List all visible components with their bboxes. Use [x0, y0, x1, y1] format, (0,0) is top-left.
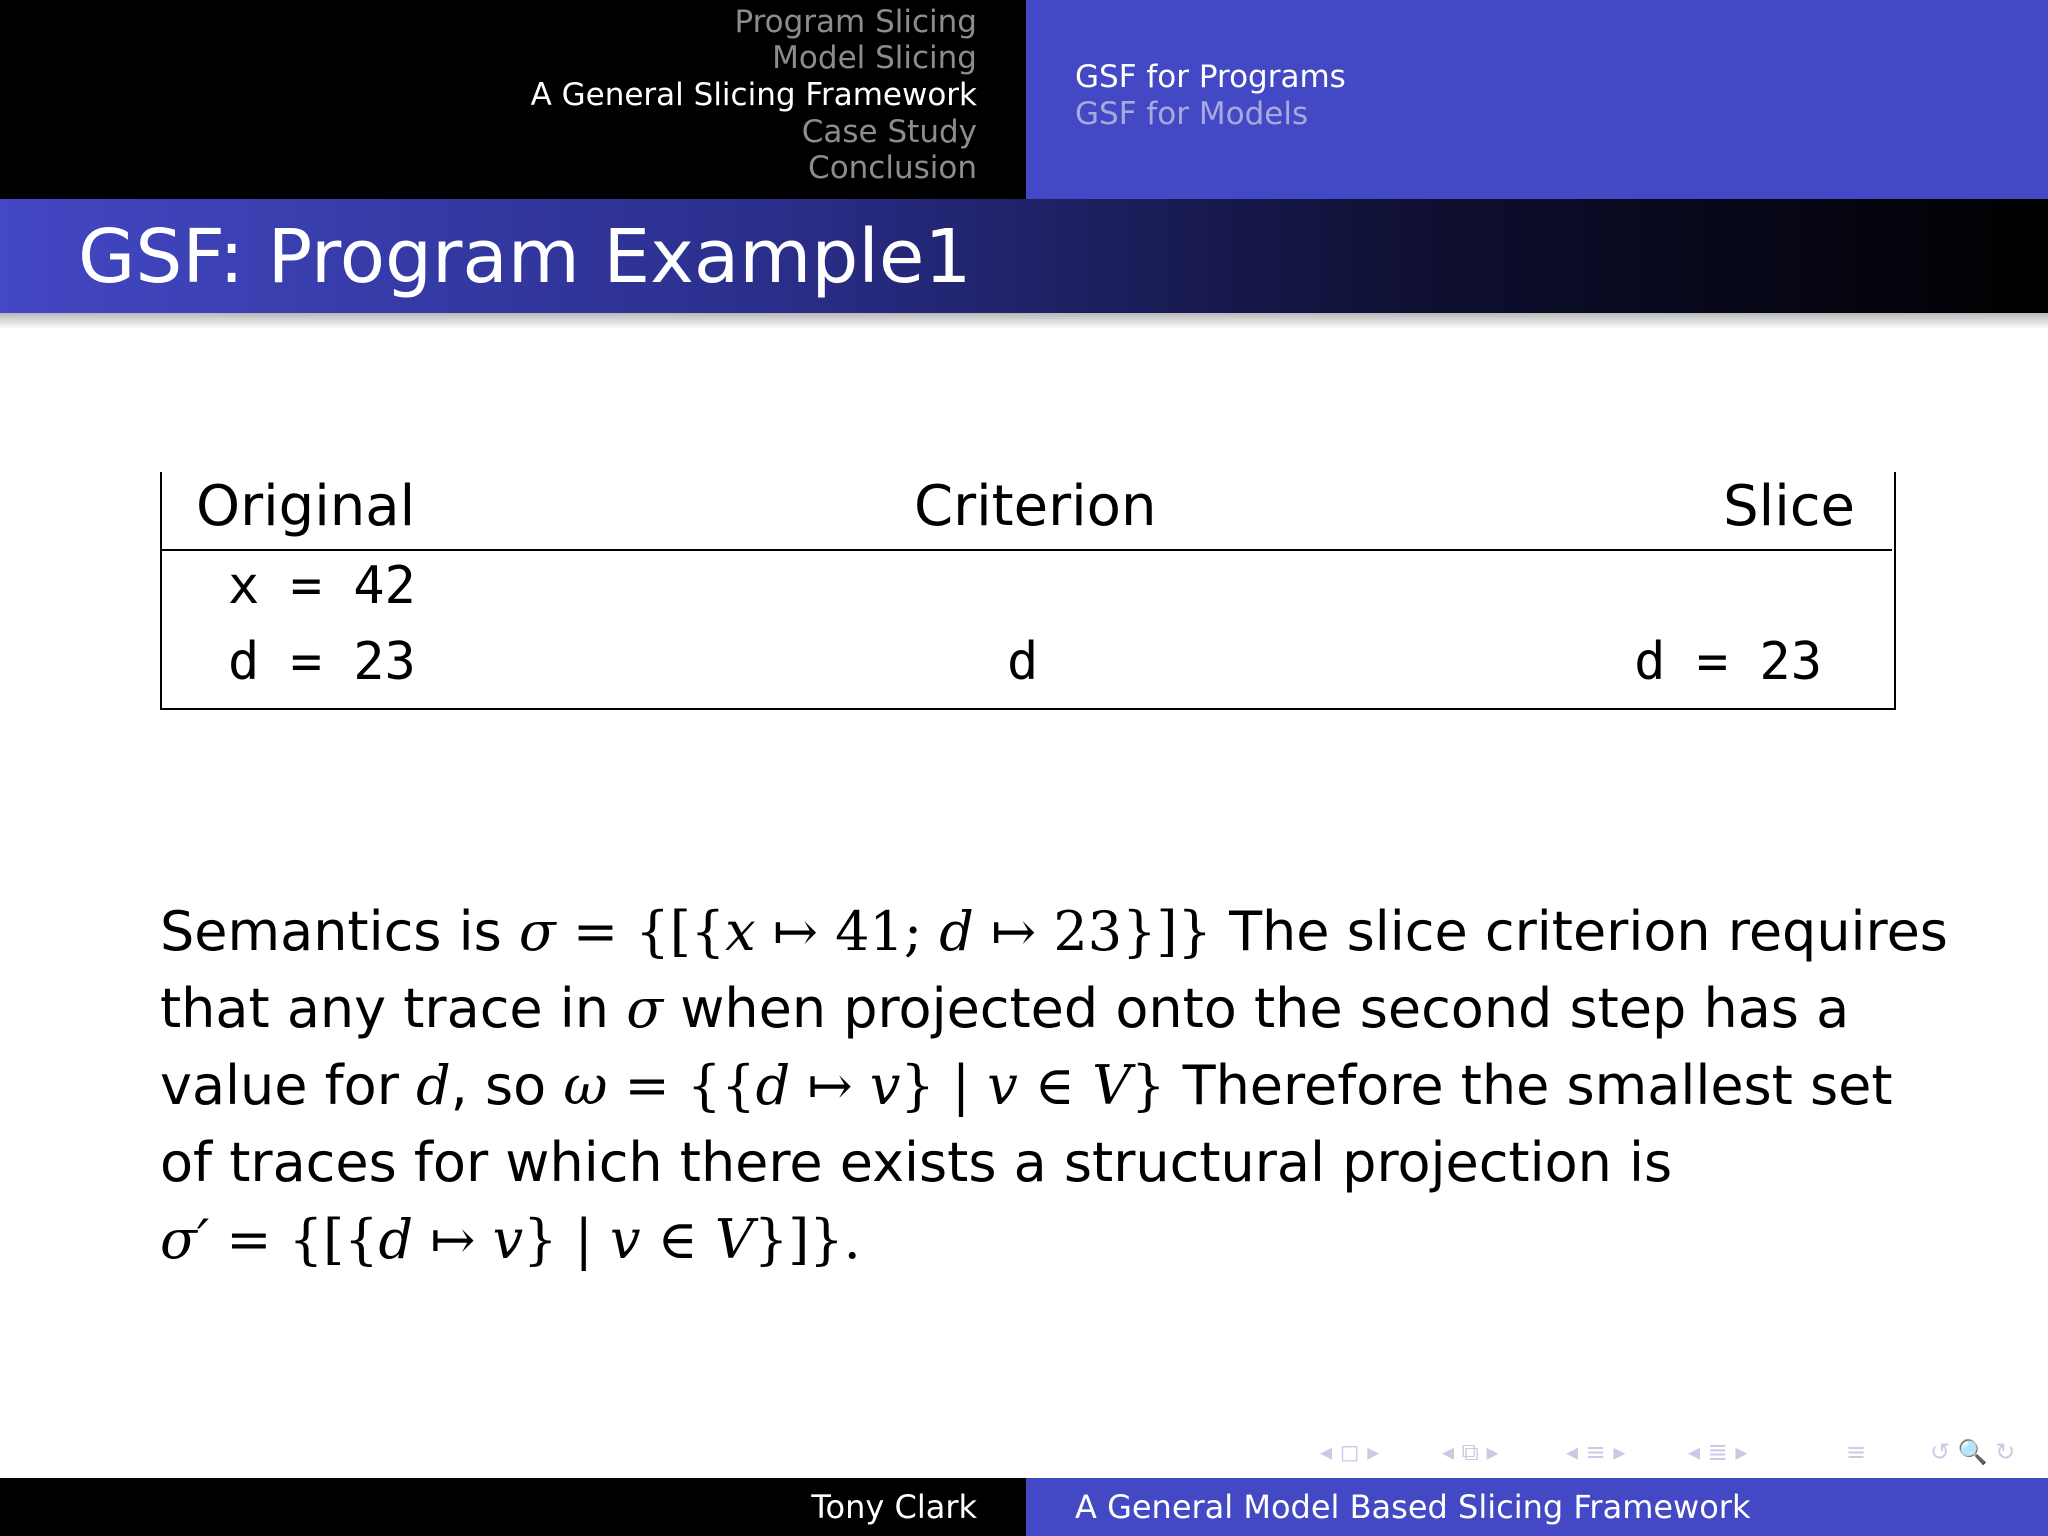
table-cell-original-row2: d = 23: [228, 632, 416, 692]
nav-search-icon[interactable]: ↺ 🔍 ↻: [1930, 1438, 2016, 1466]
paragraph-line-4: of traces for which there exists a structural projection is: [160, 1131, 1673, 1194]
nav-section-icon[interactable]: ◂ ≡ ▸: [1566, 1438, 1626, 1466]
explanation-paragraph: [160, 893, 1948, 1278]
title-bar-shadow: [0, 313, 2048, 329]
nav-section-conclusion[interactable]: Conclusion: [808, 150, 977, 186]
nav-part-icon[interactable]: ◂ ≣ ▸: [1688, 1438, 1748, 1466]
paragraph-line-1: Semantics is σ = {[{x ↦ 41; d ↦ 23}]} The slice criterion requires: [160, 900, 1948, 963]
table-header-rule: [160, 549, 1892, 551]
table-cell-original-row1: x = 42: [228, 556, 416, 616]
paragraph-line-3: value for d, so ω = {{d ↦ v} | v ∈ V} Therefore the smallest set: [160, 1054, 1893, 1117]
paragraph-line-5: σ′ = {[{d ↦ v} | v ∈ V}]}.: [160, 1208, 861, 1271]
footer-presentation-title: A General Model Based Slicing Framework: [1075, 1488, 1751, 1526]
table-cell-criterion-row2: d: [1007, 632, 1039, 692]
footer-author: Tony Clark: [811, 1488, 977, 1526]
table-cell-slice-row2: d = 23: [1634, 632, 1822, 692]
table-header-criterion: Criterion: [914, 474, 1157, 539]
nav-subsection-icon[interactable]: ◂ ⧉ ▸: [1442, 1438, 1499, 1466]
paragraph-line-2: that any trace in σ when projected onto the second step has a: [160, 977, 1850, 1040]
nav-subsection-gsf-programs[interactable]: GSF for Programs: [1075, 59, 1346, 95]
nav-frame-icon[interactable]: ◂ ◻ ▸: [1320, 1438, 1380, 1466]
nav-section-general-slicing-framework[interactable]: A General Slicing Framework: [530, 77, 977, 113]
nav-section-model-slicing[interactable]: Model Slicing: [772, 40, 977, 76]
nav-toc-icon[interactable]: ≡: [1846, 1438, 1867, 1466]
slide-title: GSF: Program Example1: [78, 214, 972, 300]
nav-subsection-gsf-models[interactable]: GSF for Models: [1075, 96, 1309, 132]
nav-section-case-study[interactable]: Case Study: [801, 114, 977, 150]
table-header-slice: Slice: [1723, 474, 1855, 539]
nav-section-program-slicing[interactable]: Program Slicing: [734, 4, 977, 40]
table-header-original: Original: [196, 474, 416, 539]
